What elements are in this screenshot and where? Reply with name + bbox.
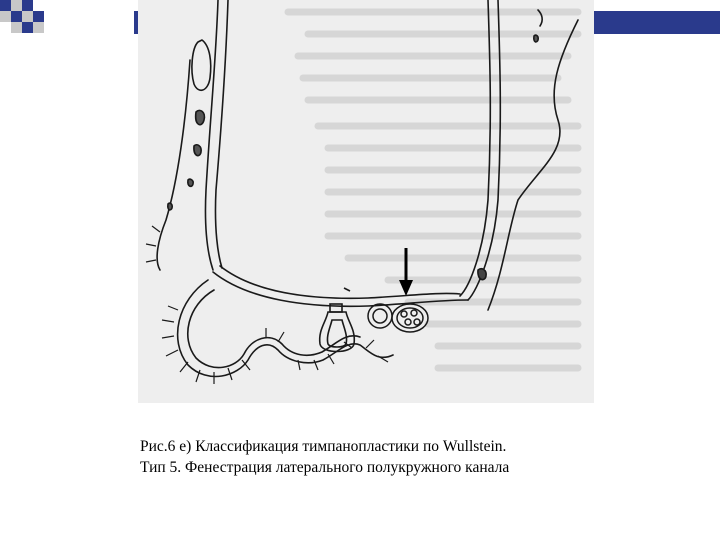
mastoid-cell <box>192 40 211 90</box>
deco-square <box>11 22 22 33</box>
deco-square <box>22 11 33 22</box>
figure-caption <box>140 436 700 478</box>
deco-square <box>11 11 22 22</box>
fenestration-window <box>392 304 428 332</box>
middle-ear-floor <box>178 280 393 376</box>
caption-line-1: Рис.6 е) Классификация тимпанопластики по Wullstein. <box>140 438 507 455</box>
mucosa-villi <box>146 226 388 384</box>
round-window <box>368 304 392 328</box>
canal-wall-left-inner <box>215 0 228 268</box>
deco-square <box>33 11 44 22</box>
deco-square <box>33 22 44 33</box>
caption-line-2: Тип 5. Фенестрация латерального полукружного канала <box>140 459 510 476</box>
deco-square <box>22 22 33 33</box>
tympanoplasty-illustration <box>138 0 594 403</box>
deco-square <box>0 0 11 11</box>
deco-square <box>22 0 33 11</box>
background-text-noise <box>288 12 578 368</box>
deco-square <box>0 11 11 22</box>
ear-anatomy-drawing <box>138 0 594 403</box>
deco-square <box>11 0 22 11</box>
